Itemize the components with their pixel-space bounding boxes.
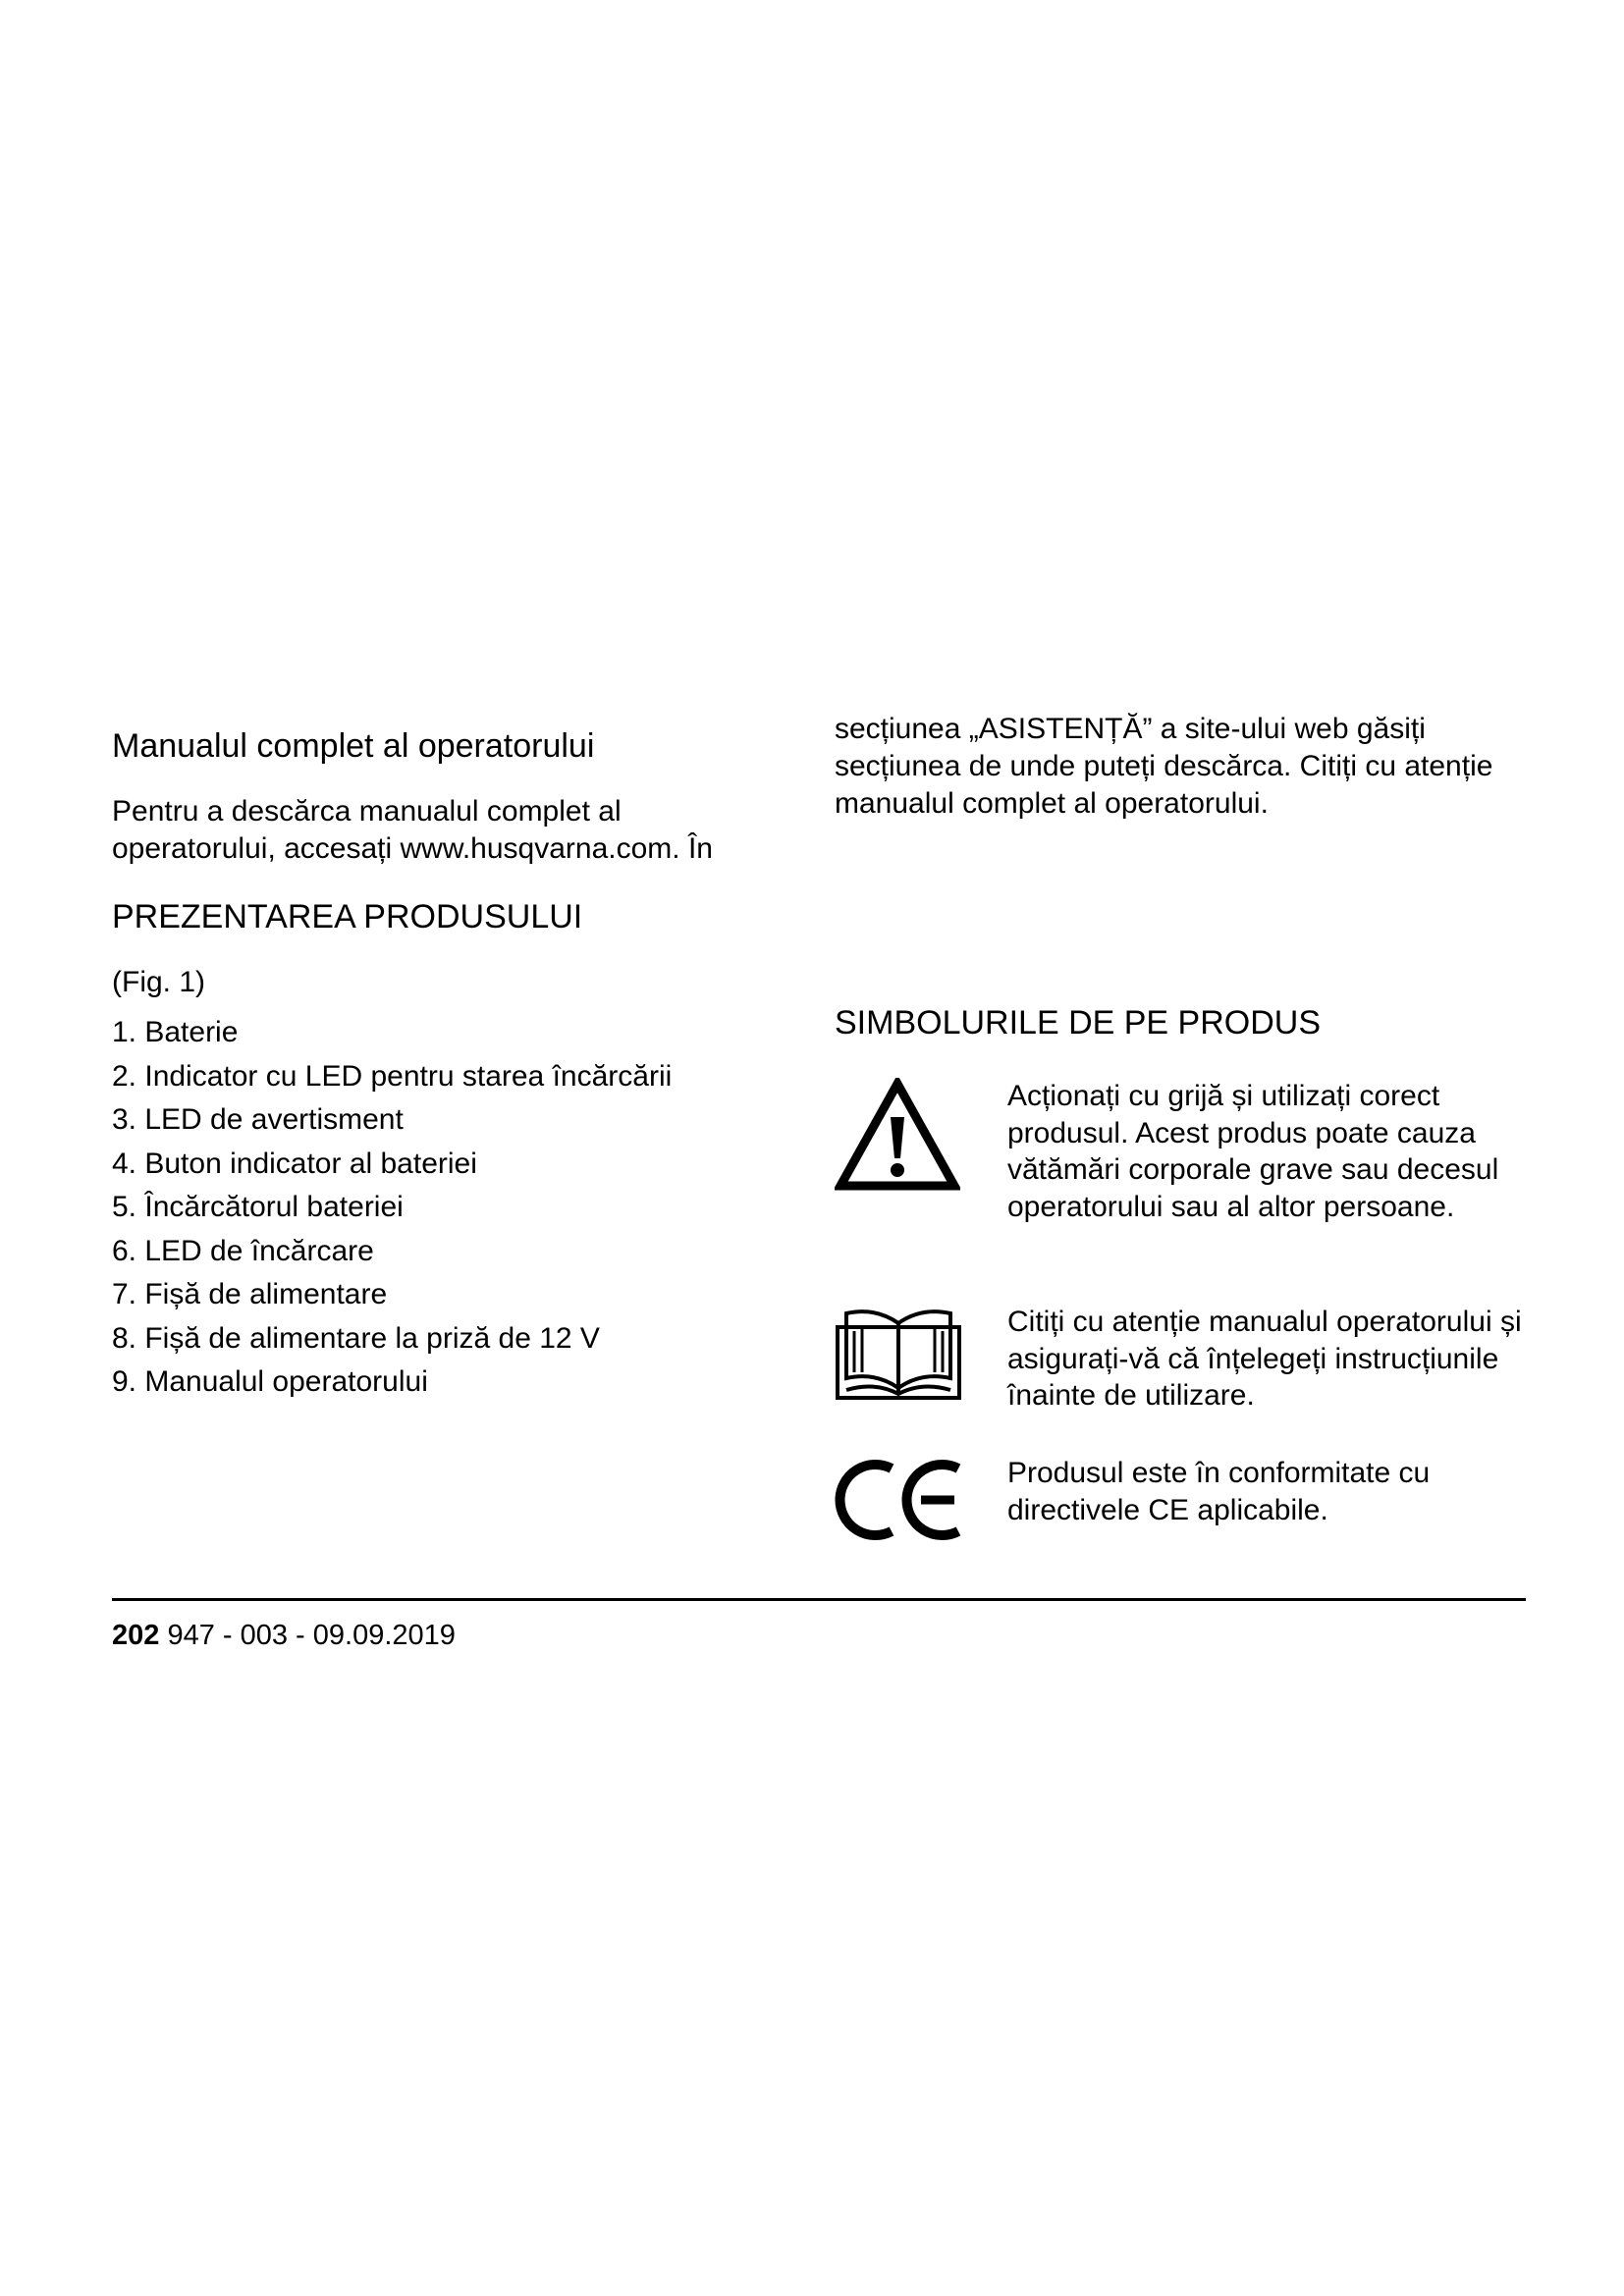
warning-triangle-icon [835, 1078, 960, 1197]
left-column [112, 724, 789, 1405]
document-number-suffix: 947 - 003 - 09.09.2019 [159, 1620, 456, 1651]
list-item: 7. Fișă de alimentare [112, 1278, 388, 1310]
manual-download-text-continued: secțiunea „ASISTENȚĂ” a site-ului web găsiți secțiunea de unde puteți descărca. Citiți cu atenție manualul complet al operatorului. [835, 713, 1493, 820]
parts-list [112, 1011, 789, 1405]
list-item: 9. Manualul operatorului [112, 1365, 428, 1398]
warning-symbol-text: Acționați cu grijă și utilizați corect produsul. Acest produs poate cauza vătămări corporale grave sau decesul operatorului sau al altor persoane. [1007, 1080, 1499, 1223]
list-item: 8. Fișă de alimentare la priză de 12 V [112, 1321, 600, 1355]
manual-heading: Manualul complet al operatorului [112, 727, 595, 765]
open-book-icon [835, 1304, 962, 1403]
manual-symbol-text: Citiți cu atenție manualul operatorului și asigurați-vă că înțelegeți instrucțiunile înainte de utilizare. [1007, 1306, 1522, 1412]
manual-download-text: Pentru a descărca manualul complet al operatorului, accesați www.husqvarna.com. În [112, 795, 713, 865]
footer-divider [112, 1598, 1526, 1601]
document-number-prefix: 202 [112, 1620, 160, 1651]
product-overview-heading: PREZENTAREA PRODUSULUI [112, 898, 583, 935]
list-item: 5. Încărcătorul bateriei [112, 1191, 404, 1223]
ce-mark-icon [835, 1455, 964, 1550]
ce-symbol-text: Produsul este în conformitate cu directivele CE aplicabile. [1007, 1457, 1431, 1526]
list-item: 2. Indicator cu LED pentru starea încărcării [112, 1059, 673, 1093]
document-number [112, 1618, 456, 1653]
right-column [835, 711, 1532, 823]
symbols-heading: SIMBOLURILE DE PE PRODUS [835, 1004, 1322, 1041]
list-item: 3. LED de avertisment [112, 1103, 404, 1136]
list-item: 1. Baterie [112, 1016, 239, 1048]
list-item: 4. Buton indicator al bateriei [112, 1147, 477, 1180]
list-item: 6. LED de încărcare [112, 1234, 374, 1267]
figure-reference: (Fig. 1) [112, 966, 206, 998]
